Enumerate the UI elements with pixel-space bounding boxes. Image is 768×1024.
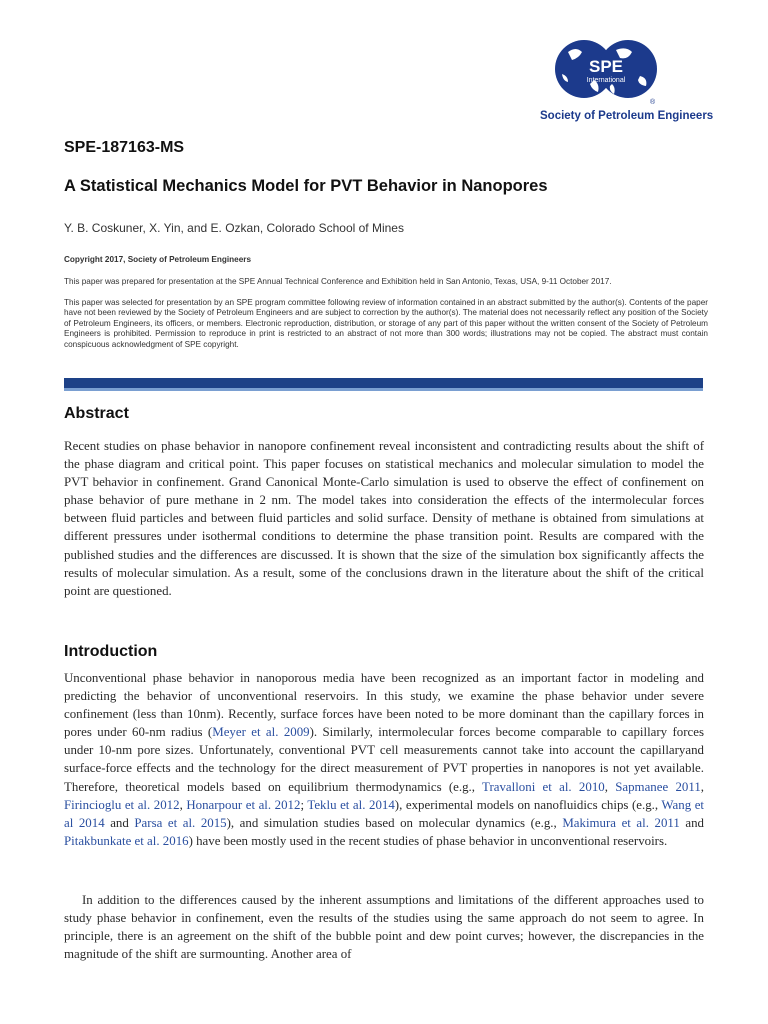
introduction-paragraph-1 <box>64 669 704 850</box>
section-divider-bar <box>64 378 703 391</box>
introduction-heading: Introduction <box>64 643 158 660</box>
citation-wang-2014[interactable]: Wang et al 2014 <box>64 797 705 830</box>
citation-honarpour-2012[interactable]: Honarpour et al. 2012 <box>186 797 301 812</box>
citation-firincioglu-2012[interactable]: Firincioglu et al. 2012 <box>64 797 180 812</box>
intro-text-segment: Unconventional phase behavior in nanoporous media have been recognized as an important factor in modeling and predicting the behavior of unconventional reservoirs. In this study, we examine the phase behavior under severe confinement (less than 10nm). Recently, surface forces have been noted to be more dominant than the capillary forces in pores under 60-nm radius ( <box>64 671 704 740</box>
paper-id: SPE-187163-MS <box>64 139 185 156</box>
intro-text-segment: ), and simulation studies based on molecular dynamics (e.g., <box>226 815 563 830</box>
intro-separator: , <box>700 779 705 794</box>
citation-parsa-2015[interactable]: Parsa et al. 2015 <box>134 815 227 830</box>
introduction-paragraph-2: In addition to the differences caused by the inherent assumptions and limitations of the different approaches used to study phase behavior in confinement, even the results of the studies using the same approach do not seem to agree. In principle, there is an agreement on the shift of the bubble point and dew point curves; however, the discrepancies in the magnitude of the shift are surmounting. Another area of <box>64 893 704 962</box>
intro-text-segment: ). Similarly, intermolecular forces become comparable to capillary forces under 10-nm pore sizes. Unfortunately, conventional PVT cell measurements cannot take into account the capillaryand surface-force effects and the technology for the direct measurement of PVT properties in nanopores is not yet available. Therefore, theoretical models based on equilibrium thermodynamics (e.g., <box>64 725 704 794</box>
spe-logo <box>536 30 714 126</box>
intro-separator: , <box>179 797 187 812</box>
citation-teklu-2014[interactable]: Teklu et al. 2014 <box>307 797 395 812</box>
abstract-heading: Abstract <box>64 405 129 422</box>
logo-org-name: Society of Petroleum Engineers <box>540 110 714 122</box>
paper-authors: Y. B. Coskuner, X. Yin, and E. Ozkan, Colorado School of Mines <box>64 221 404 235</box>
spe-globe-icon <box>554 30 658 108</box>
logo-spe-text: SPE <box>588 57 624 76</box>
intro-text-segment: and <box>104 815 135 830</box>
disclaimer-notice: This paper was selected for presentation by an SPE program committee following review of information contained in an abstract submitted by the author(s). Contents of the paper have not been reviewed by the Society of Petroleum Engineers and are subject to correction by the author(s). The material does not necessarily reflect any position of the Society of Petroleum Engineers, its officers, or members. Electronic reproduction, distribution, or storage of any part of this paper without the written consent of the Society of Petroleum Engineers is prohibited. Permission to reproduce in print is restricted to an abstract of not more than 300 words; illustrations may not be copied. The abstract must contain conspicuous acknowledgment of SPE copyright. <box>64 298 708 349</box>
citation-sapmanee-2011[interactable]: Sapmanee 2011 <box>615 779 701 794</box>
preparation-notice: This paper was prepared for presentation at the SPE Annual Technical Conference and Exhibition held in San Antonio, Texas, USA, 9-11 October 2017. <box>64 277 612 286</box>
citation-meyer-2009[interactable]: Meyer et al. 2009 <box>212 725 310 740</box>
intro-separator: , <box>604 779 616 794</box>
logo-registered-mark: ® <box>650 99 656 106</box>
intro-text-segment: ), experimental models on nanofluidics chips (e.g., <box>394 797 662 812</box>
copyright-notice: Copyright 2017, Society of Petroleum Engineers <box>64 255 251 264</box>
citation-travalloni-2010[interactable]: Travalloni et al. 2010 <box>482 779 605 794</box>
abstract-text: Recent studies on phase behavior in nanopore confinement reveal inconsistent and contradicting results about the shift of the phase diagram and critical point. This paper focuses on statistical mechanics and molecular simulation to model the PVT behavior in confinement. Grand Canonical Monte-Carlo simulation is used to observe the effect of confinement on phase behavior of pure methane in 2 nm. The model takes into consideration the effects of the intermolecular forces between fluid particles and between fluid particles and solid surface. Density of methane is obtained from simulations at different pressures under isothermal conditions to determine the phase transition point. Results are compared with the published studies and the differences are discussed. It is shown that the size of the simulation box significantly affects the results of molecular simulation. As a result, some of the conclusions drawn in the literature about the shift of the critical point are questioned. <box>64 439 704 598</box>
intro-separator: ; <box>300 797 308 812</box>
paper-title: A Statistical Mechanics Model for PVT Behavior in Nanopores <box>64 177 548 195</box>
intro-text-segment: ) have been mostly used in the recent studies of phase behavior in unconventional reservoirs. <box>188 833 668 848</box>
citation-makimura-2011[interactable]: Makimura et al. 2011 <box>562 815 680 830</box>
citation-pitakbunkate-2016[interactable]: Pitakbunkate et al. 2016 <box>64 833 189 848</box>
intro-text-segment: and <box>679 815 704 830</box>
logo-international-text: International <box>586 77 626 84</box>
